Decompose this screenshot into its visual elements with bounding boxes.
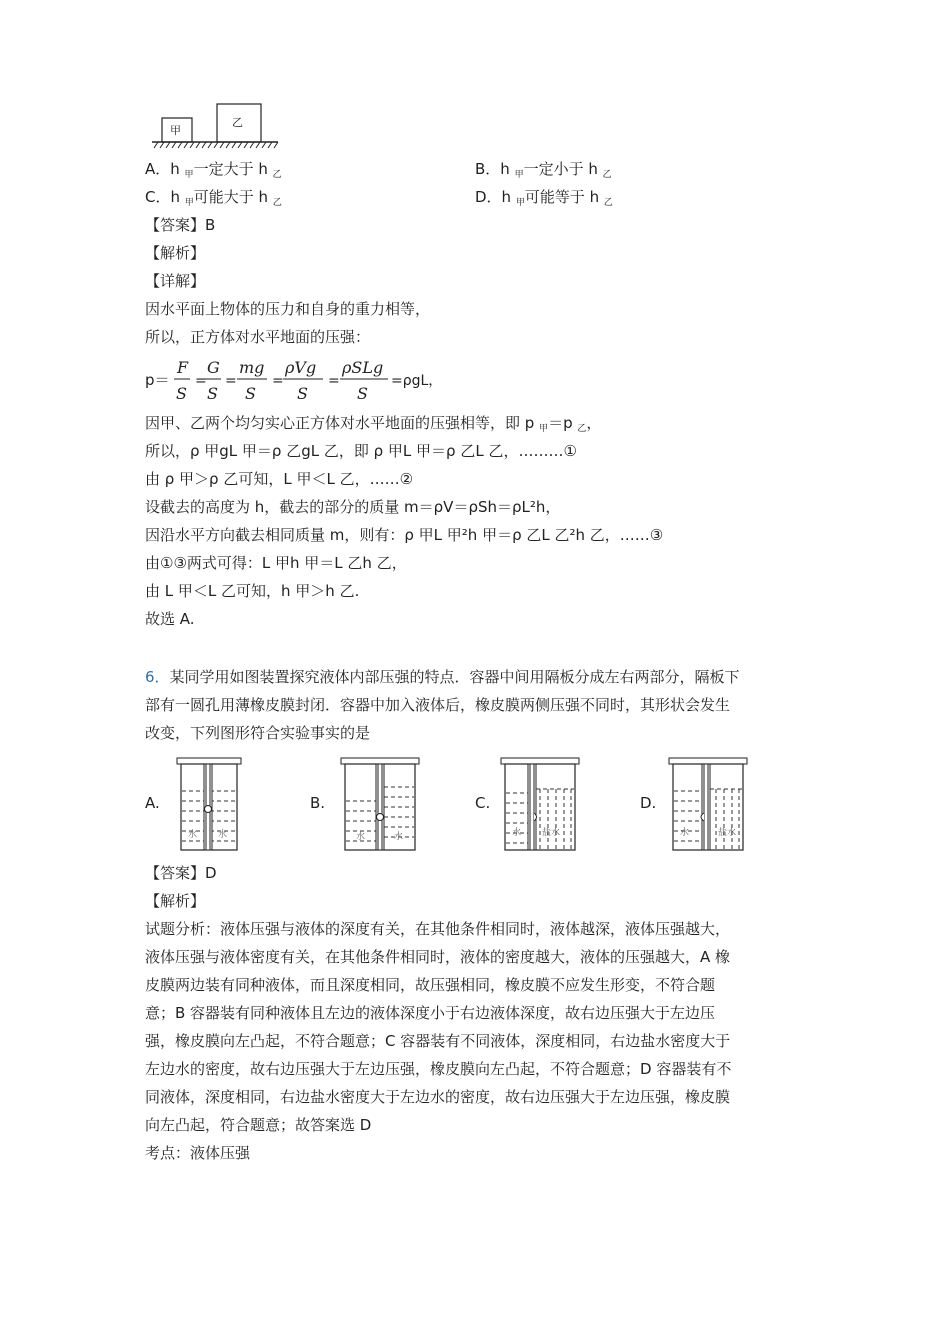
q6-analysis-line-8: 向左凸起，符合题意；故答案选 D	[145, 1116, 372, 1134]
container-d	[668, 757, 748, 853]
q6-text-3: 改变，下列图形符合实验事实的是	[145, 724, 371, 742]
cube-yi-label: 乙	[232, 116, 243, 129]
q5-line-3: 因甲、乙两个均匀实心正方体对水平地面的压强相等，即 p $_甲$＝p $_乙$，	[145, 414, 602, 434]
svg-text:盐水: 盐水	[542, 828, 561, 838]
q6-analysis-line-4: 意；B 容器装有同种液体且左边的液体深度小于右边液体深度，故右边压强大于左边压	[145, 1004, 716, 1022]
container-b	[340, 757, 420, 853]
q6-analysis-line-2: 液体压强与液体密度有关，在其他条件相同时，液体的密度越大，液体的压强越大，A 橡	[145, 948, 731, 966]
q5-detail-heading: 【详解】	[145, 272, 206, 290]
cubes-figure	[150, 100, 280, 152]
svg-text:水: 水	[394, 832, 404, 842]
svg-text:=: =	[328, 373, 340, 389]
option-c: C．h $_甲$可能大于 h $_乙$	[145, 188, 282, 208]
pressure-formula	[145, 357, 465, 405]
svg-text:=: =	[225, 373, 237, 389]
q5-line-5: 由 ρ 甲＞ρ 乙可知，L 甲＜L 乙，……②	[145, 470, 414, 488]
svg-text:=ρgL，: =ρgL，	[391, 373, 443, 389]
svg-text:S: S	[245, 384, 256, 403]
option-a: A．h $_甲$一定大于 h $_乙$	[145, 160, 282, 180]
svg-text:G: G	[207, 358, 220, 377]
formula-p: p＝	[145, 371, 170, 389]
q5-line-9: 由 L 甲＜L 乙可知，h 甲＞h 乙.	[145, 582, 360, 600]
svg-text:水: 水	[356, 832, 366, 842]
container-c	[500, 757, 580, 853]
q5-line-7: 因沿水平方向截去相同质量 m，则有：ρ 甲L 甲²h 甲＝ρ 乙L 乙²h 乙，……③	[145, 526, 664, 544]
svg-text:mg: mg	[239, 358, 265, 377]
option-d: D．h $_甲$可能等于 h $_乙$	[475, 188, 613, 208]
svg-text:S: S	[176, 384, 187, 403]
q6-analysis-heading: 【解析】	[145, 892, 206, 910]
q6-text-1: 6．某同学用如图装置探究液体内部压强的特点．容器中间用隔板分成左右两部分，隔板下	[145, 668, 740, 686]
q6-analysis-line-7: 同液体，深度相同，右边盐水密度大于左边水的密度，故右边压强大于左边压强，橡皮膜	[145, 1088, 731, 1106]
figure-label-b: B.	[310, 794, 326, 812]
q6-number: 6．	[145, 668, 170, 686]
q6-text-2: 部有一圆孔用薄橡皮膜封闭．容器中加入液体后，橡皮膜两侧压强不同时，其形状会发生	[145, 696, 731, 714]
q5-line-4: 所以，ρ 甲gL 甲＝ρ 乙gL 乙，即 ρ 甲L 甲＝ρ 乙L 乙，………①	[145, 442, 577, 460]
q5-line-8: 由①③两式可得：L 甲h 甲＝L 乙h 乙，	[145, 554, 407, 572]
q5-line-6: 设截去的高度为 h，截去的部分的质量 m＝ρV＝ρSh＝ρL²h，	[145, 498, 561, 516]
svg-text:=: =	[272, 373, 284, 389]
option-b: B．h $_甲$一定小于 h $_乙$	[475, 160, 612, 180]
svg-text:盐水: 盐水	[718, 828, 737, 838]
figure-label-a: A.	[145, 794, 160, 812]
svg-text:S: S	[297, 384, 308, 403]
svg-text:水: 水	[512, 828, 522, 838]
svg-text:水: 水	[680, 828, 690, 838]
q5-line-2: 所以，正方体对水平地面的压强：	[145, 328, 371, 346]
q5-answer: 【答案】B	[145, 216, 216, 234]
svg-text:=: =	[195, 373, 207, 389]
q6-kaodian: 考点：液体压强	[145, 1144, 251, 1162]
q5-line-1: 因水平面上物体的压力和自身的重力相等，	[145, 300, 431, 318]
q5-analysis-heading: 【解析】	[145, 244, 206, 262]
q5-line-10: 故选 A.	[145, 610, 195, 628]
container-a	[176, 757, 242, 853]
q6-analysis-line-1: 试题分析：液体压强与液体的深度有关，在其他条件相同时，液体越深，液体压强越大，	[145, 920, 731, 938]
figure-label-d: D.	[640, 794, 657, 812]
svg-text:水: 水	[188, 830, 198, 840]
q6-analysis-line-3: 皮膜两边装有同种液体，而且深度相同，故压强相同，橡皮膜不应发生形变，不符合题	[145, 976, 716, 994]
svg-text:ρSLg: ρSLg	[342, 358, 384, 377]
svg-text:ρVg: ρVg	[285, 358, 317, 377]
q6-analysis-line-6: 左边水的密度，故右边压强大于左边压强，橡皮膜向左凸起，不符合题意；D 容器装有不	[145, 1060, 732, 1078]
q6-answer: 【答案】D	[145, 864, 217, 882]
cube-jia-label: 甲	[170, 124, 181, 137]
svg-text:S: S	[357, 384, 368, 403]
svg-text:水: 水	[218, 830, 228, 840]
q6-analysis-line-5: 强，橡皮膜向左凸起，不符合题意；C 容器装有不同液体，深度相同，右边盐水密度大于	[145, 1032, 731, 1050]
svg-text:F: F	[177, 358, 189, 377]
svg-text:S: S	[207, 384, 218, 403]
figure-label-c: C.	[475, 794, 491, 812]
